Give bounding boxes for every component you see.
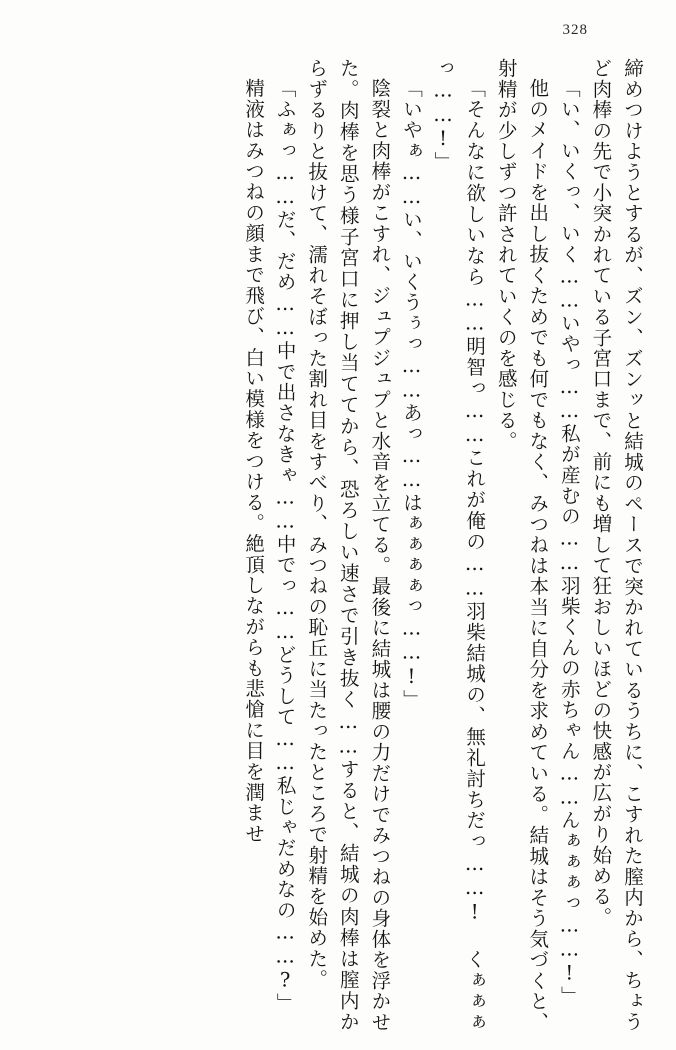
vertical-text-body <box>30 58 648 1032</box>
paragraph: 締めつけようとするが、ズン、ズンッと結城のペースで突かれているうちに、こすれた膣内から、ちょうど肉棒の先で小突かれている子宮口まで、前にも増して狂おしいほどの快感が広がり始める。 <box>589 58 644 1032</box>
page-number: 328 <box>562 22 588 38</box>
paragraph: 「い、いくっ、いく……いやっ……私が産むの……羽柴くんの赤ちゃん……んぁぁぁっ……!」 <box>557 77 581 1007</box>
paragraph: 他のメイドを出し抜くためでも何でもなく、みつねは本当に自分を求めている。結城はそう気づくと、射精が少しずつ許されていくのを感じる。 <box>494 58 550 1032</box>
paragraph: 「ふぁっ……だ、だめ……中で出さなきゃ……中でっ……どうして……私じゃだめなの……?」 <box>273 77 297 1014</box>
paragraph: 陰裂と肉棒がこすれ、ジュプジュプと水音を立てる。最後に結城は腰の力だけでみつねの身体を浮かせた。肉棒を思う様子宮口に押し当ててから、恐ろしい速さで引き抜く……すると、結城の肉棒は膣内からずるりと抜けて、濡れそぼった割れ目をすべり、みつねの恥丘に当たったところで射精を始めた。 <box>305 58 392 1032</box>
paragraph: 「いやぁ……い、いくうぅっ……あっ……はぁぁぁぁっ……!」 <box>399 77 423 710</box>
paragraph: 精液はみつねの顔まで飛び、白い模様をつける。絶頂しながらも悲愴に目を潤ませ <box>242 77 266 844</box>
paragraph: 「そんなに欲しいなら……明智っ……これが俺の……羽柴結城の、無礼討ちだっ……! くぁぁぁっ……!」 <box>431 58 487 1032</box>
